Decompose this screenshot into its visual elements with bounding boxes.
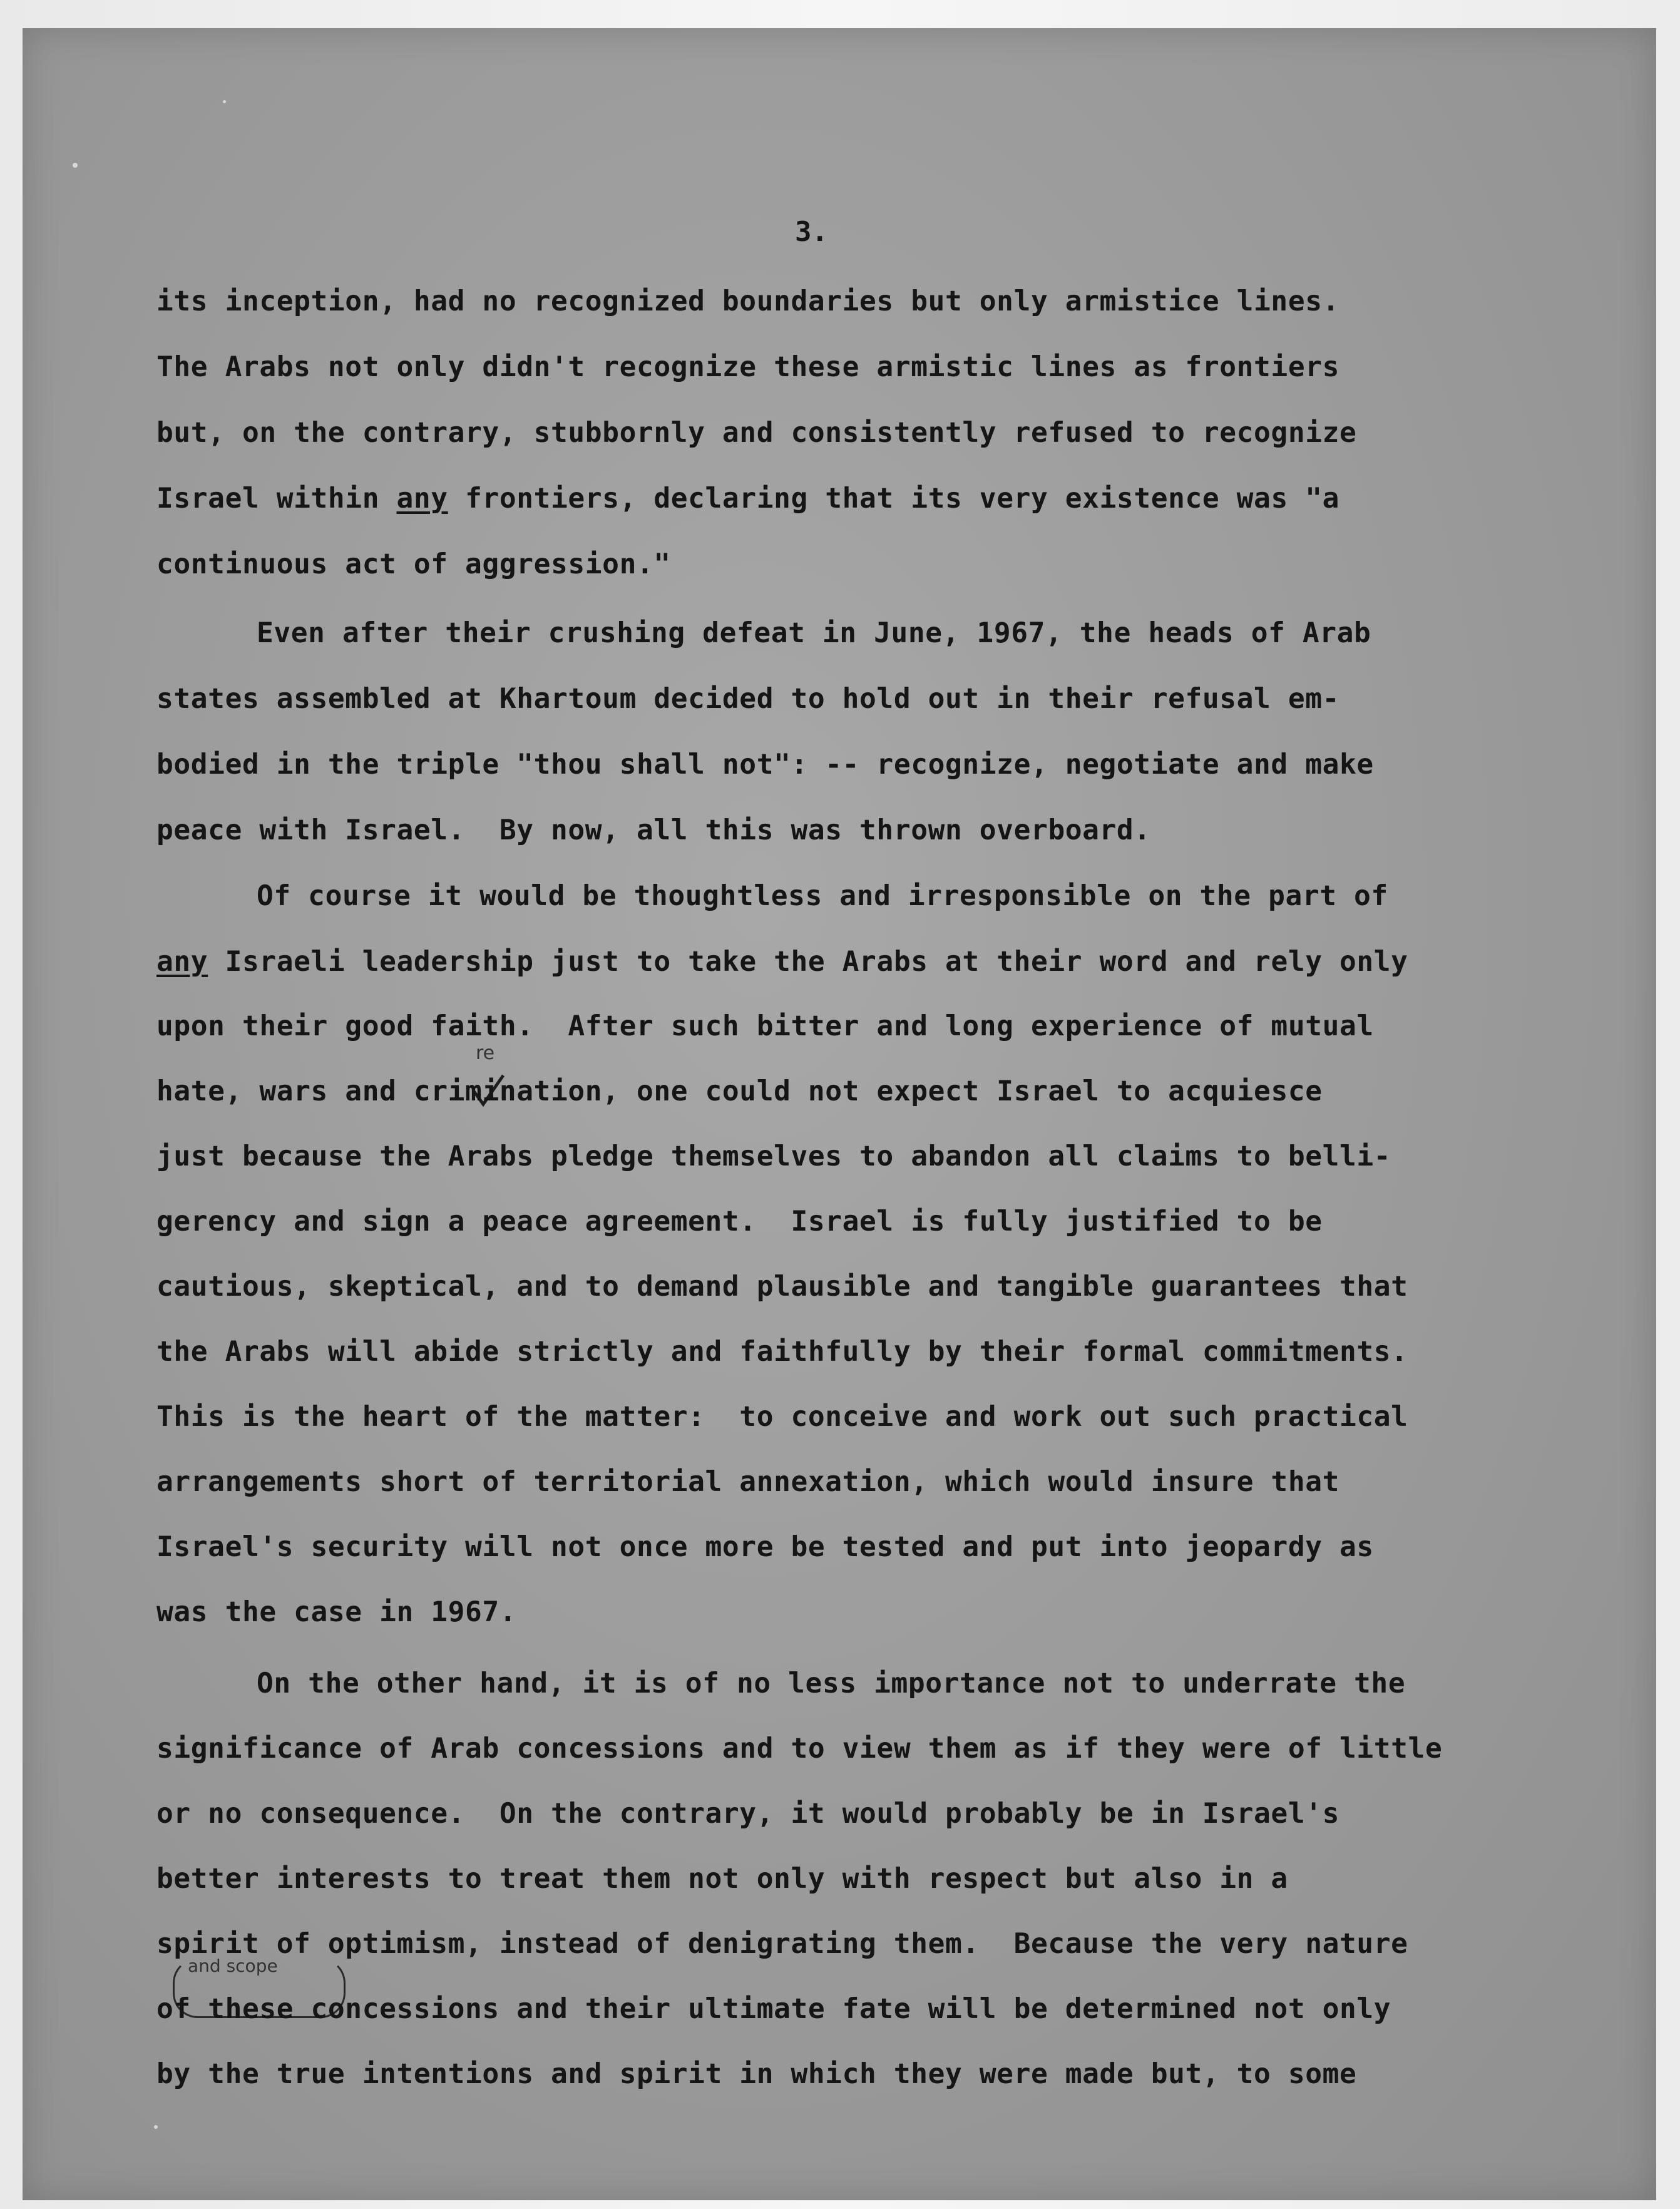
text-segment: Israel within — [156, 483, 397, 515]
text-line: but, on the contrary, stubbornly and consistently refused to recognize — [156, 417, 1357, 449]
scan-speck — [73, 163, 78, 168]
text-line: cautious, skeptical, and to demand plausible and tangible guarantees that — [156, 1271, 1408, 1303]
text-line — [156, 485, 1339, 513]
text-line: Of course it would be thoughtless and irresponsible on the part of — [257, 880, 1388, 912]
text-line: Even after their crushing defeat in June, 1967, the heads of Arab — [257, 617, 1371, 649]
text-line: was the case in 1967. — [156, 1596, 517, 1628]
underlined-word: any — [396, 483, 448, 515]
handwritten-note-and-scope: and scope — [188, 1955, 278, 1976]
text-segment: Israeli leadership just to take the Arabs at their word and rely only — [208, 946, 1408, 978]
text-segment: frontiers, declaring that its very existence was "a — [448, 483, 1340, 515]
text-segment: hate, wars and — [156, 1075, 414, 1107]
text-line: the Arabs will abide strictly and faithfully by their formal commitments. — [156, 1336, 1408, 1368]
scan-speck — [154, 2125, 158, 2129]
text-line: or no consequence. On the contrary, it would probably be in Israel's — [156, 1798, 1339, 1830]
text-line — [156, 1075, 1323, 1107]
text-line: On the other hand, it is of no less importance not to underrate the — [257, 1668, 1406, 1699]
text-line: continuous act of aggression." — [156, 548, 671, 580]
text-line: arrangements short of territorial annexation, which would insure that — [156, 1466, 1339, 1498]
text-line: states assembled at Khartoum decided to hold out in their refusal em- — [156, 683, 1339, 715]
text-line: by the true intentions and spirit in which they were made but, to some — [156, 2058, 1357, 2090]
page-number: 3. — [795, 216, 828, 248]
text-segment: crimination, one could not expect Israel to acquiesce — [413, 1075, 1323, 1107]
text-line: bodied in the triple "thou shall not": -- recognize, negotiate and make — [156, 749, 1374, 781]
text-line: upon their good faith. After such bitter and long experience of mutual — [156, 1010, 1374, 1042]
text-line — [156, 948, 1408, 976]
text-line: spirit of optimism, instead of denigrating them. Because the very nature — [156, 1928, 1408, 1960]
text-line: This is the heart of the matter: to conceive and work out such practical — [156, 1401, 1408, 1433]
text-line: peace with Israel. By now, all this was thrown overboard. — [156, 814, 1151, 846]
text-line: The Arabs not only didn't recognize these armistic lines as frontiers — [156, 351, 1339, 383]
handwritten-insert-re: re — [476, 1042, 495, 1064]
text-line: just because the Arabs pledge themselves to abandon all claims to belli- — [156, 1140, 1391, 1172]
text-line: Israel's security will not once more be tested and put into jeopardy as — [156, 1531, 1374, 1563]
scan-speck — [223, 100, 226, 103]
text-line: of these concessions and their ultimate fate will be determined not only — [156, 1993, 1391, 2025]
text-line: gerency and sign a peace agreement. Israel is fully justified to be — [156, 1206, 1323, 1238]
text-line: significance of Arab concessions and to view them as if they were of little — [156, 1733, 1443, 1765]
text-line: its inception, had no recognized boundaries but only armistice lines. — [156, 285, 1339, 317]
underlined-word: any — [156, 946, 208, 978]
text-line: better interests to treat them not only with respect but also in a — [156, 1863, 1288, 1895]
